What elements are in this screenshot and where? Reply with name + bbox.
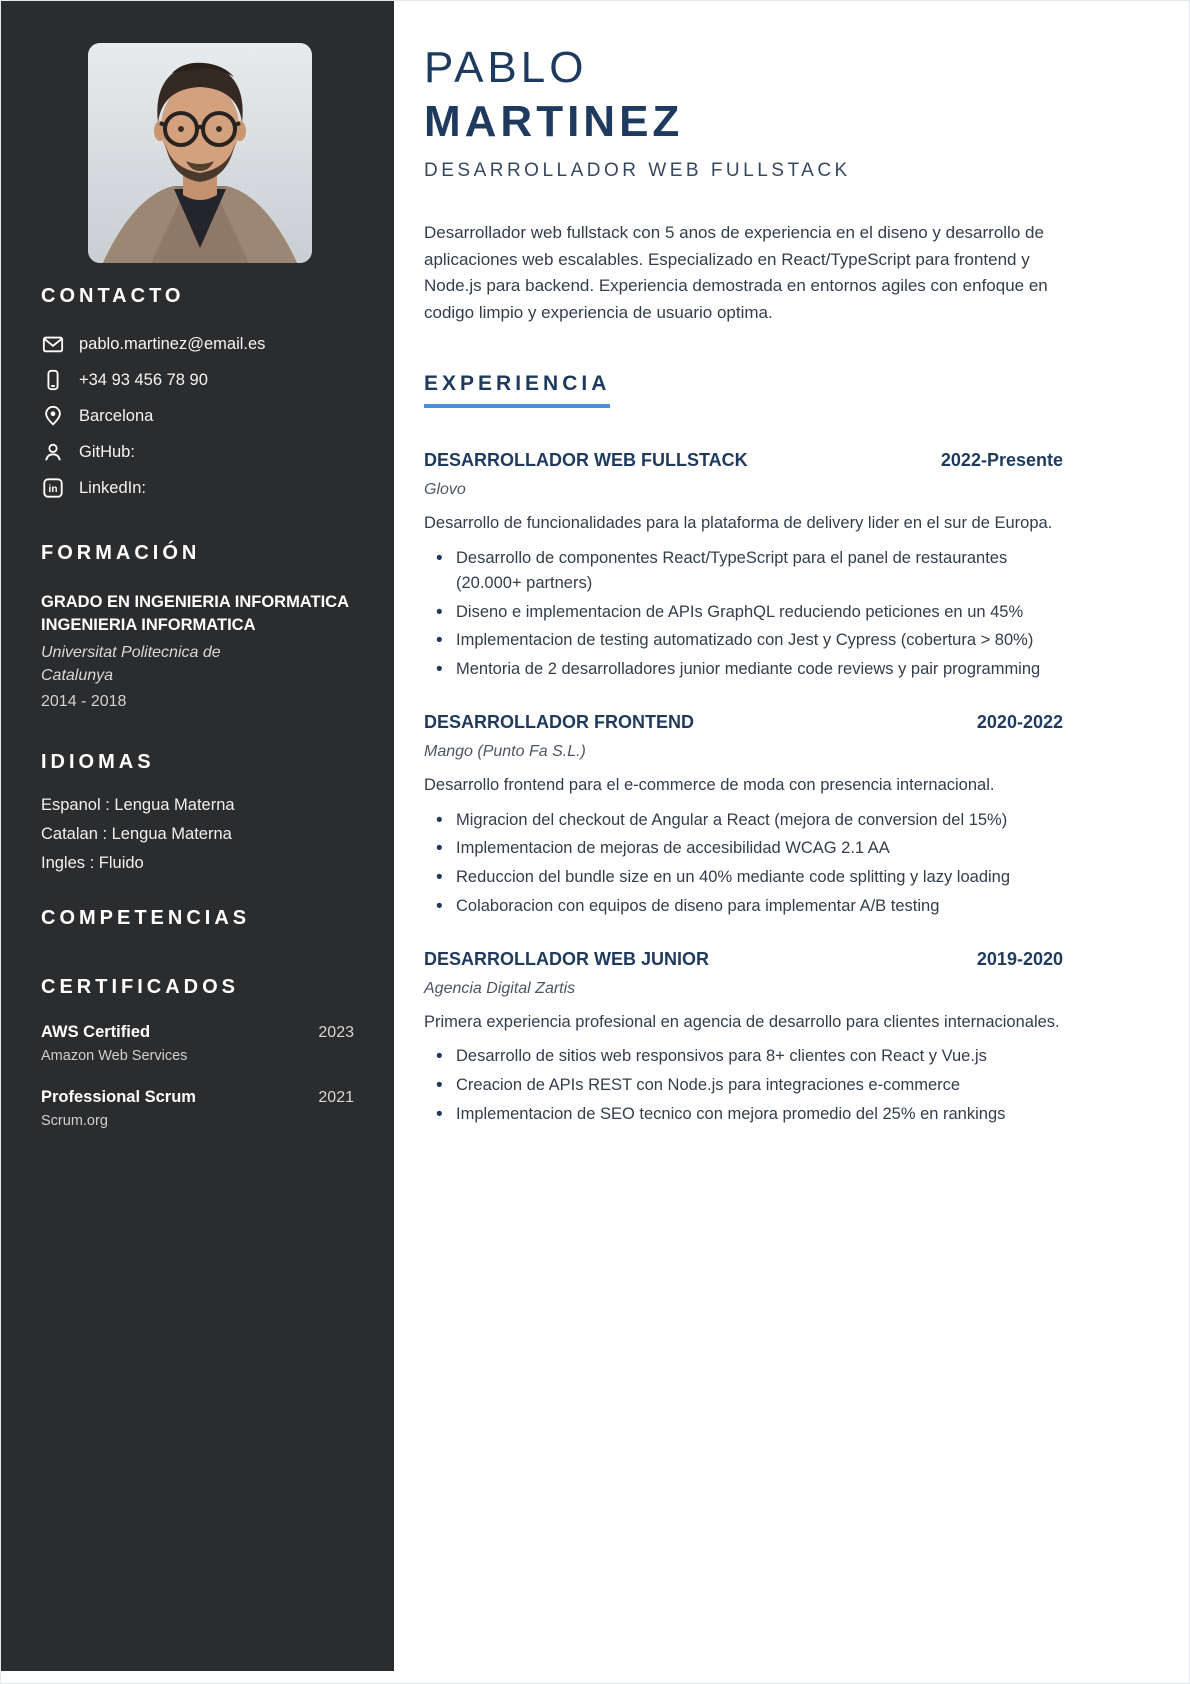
github-icon bbox=[41, 440, 65, 464]
job-bullet: • Colaboracion con equipos de diseno para implementar A/B testing bbox=[424, 894, 1063, 919]
certificates-section bbox=[41, 976, 354, 1129]
job-bullet: • Diseno e implementacion de APIs GraphQL reduciendo peticiones en un 45% bbox=[424, 600, 1063, 625]
location-icon bbox=[41, 404, 65, 428]
contact-heading: CONTACTO bbox=[41, 285, 185, 307]
contact-item-location bbox=[41, 404, 354, 428]
job-entry-title: DESARROLLADOR WEB JUNIOR bbox=[424, 948, 710, 969]
education-dates: 2014 - 2018 bbox=[41, 692, 127, 710]
contact-item-linkedin bbox=[41, 476, 354, 500]
job-bullet: • Implementacion de SEO tecnico con mejora promedio del 25% en rankings bbox=[424, 1102, 1063, 1127]
job-entry-company: Mango (Punto Fa S.L.) bbox=[424, 742, 586, 760]
svg-text:in: in bbox=[48, 484, 58, 496]
certificate-name: Professional Scrum bbox=[41, 1087, 196, 1106]
school-name: Universitat Politecnica de Catalunya bbox=[41, 643, 221, 684]
contact-item-phone bbox=[41, 368, 354, 392]
linkedin-icon bbox=[41, 476, 65, 500]
summary-text: Desarrollador web fullstack con 5 anos de experiencia en el diseno y desarrollo de aplicaciones web escalables. Especializado en React/TypeScript para frontend y Node.js para backend. Experiencia demostrada en entornos agiles con enfoque en codigo limpio y experiencia de usuario optima. bbox=[424, 223, 1048, 322]
first-name: PABLO bbox=[424, 43, 588, 92]
certificates-heading: CERTIFICADOS bbox=[41, 975, 239, 998]
job-bullet: • Mentoria de 2 desarrolladores junior mediante code reviews y pair programming bbox=[424, 657, 1063, 682]
language-item: Ingles : Fluido bbox=[41, 853, 144, 872]
skills-heading: COMPETENCIAS bbox=[41, 906, 251, 929]
certificate-issuer: Scrum.org bbox=[41, 1112, 108, 1129]
job-bullet: • Reduccion del bundle size en un 40% mediante code splitting y lazy loading bbox=[424, 865, 1063, 890]
job-entry-description: Desarrollo de funcionalidades para la plataforma de delivery lider en el sur de Europa. bbox=[424, 514, 1053, 533]
contact-item-github bbox=[41, 440, 354, 464]
contact-location-text: Barcelona bbox=[79, 406, 154, 425]
job-entry-company: Agencia Digital Zartis bbox=[424, 979, 576, 997]
job-bullet: • Implementacion de mejoras de accesibilidad WCAG 2.1 AA bbox=[424, 836, 1063, 861]
mail-icon bbox=[41, 332, 65, 356]
last-name: MARTINEZ bbox=[424, 96, 684, 146]
job-entry bbox=[424, 949, 1063, 1127]
job-bullet-list bbox=[424, 1044, 1063, 1126]
job-bullet-list bbox=[424, 808, 1063, 919]
education-section bbox=[41, 542, 354, 711]
page-job-title: DESARROLLADOR WEB FULLSTACK bbox=[424, 160, 851, 182]
contact-section bbox=[41, 285, 354, 500]
certificate-year: 2023 bbox=[318, 1023, 354, 1041]
job-entry-dates: 2019-2020 bbox=[976, 948, 1063, 969]
main-content bbox=[394, 1, 1189, 1171]
job-entry-description: Desarrollo frontend para el e-commerce de moda con presencia internacional. bbox=[424, 775, 995, 794]
languages-section bbox=[41, 751, 354, 873]
job-entry-title: DESARROLLADOR WEB FULLSTACK bbox=[424, 450, 748, 471]
job-entry-title: DESARROLLADOR FRONTEND bbox=[424, 711, 694, 732]
job-bullet: • Migracion del checkout de Angular a React (mejora de conversion del 15%) bbox=[424, 808, 1063, 833]
job-entry-dates: 2020-2022 bbox=[976, 711, 1063, 732]
phone-icon bbox=[41, 368, 65, 392]
certificate-item bbox=[41, 1023, 354, 1064]
certificate-issuer: Amazon Web Services bbox=[41, 1047, 188, 1064]
degree-title: GRADO EN INGENIERIA INFORMATICA INGENIERIA INFORMATICA bbox=[41, 593, 349, 634]
job-bullet: • Desarrollo de componentes React/TypeScript para el panel de restaurantes (20.000+ partners) bbox=[424, 546, 1063, 596]
job-bullet: • Implementacion de testing automatizado con Jest y Cypress (cobertura > 80%) bbox=[424, 628, 1063, 653]
job-entry bbox=[424, 450, 1063, 682]
contact-email-text: pablo.martinez@email.es bbox=[79, 334, 266, 353]
profile-photo bbox=[88, 43, 312, 263]
job-entry-dates: 2022-Presente bbox=[940, 450, 1063, 471]
profile-photo-illustration bbox=[88, 43, 312, 263]
languages-heading: IDIOMAS bbox=[41, 750, 155, 773]
contact-github-text: GitHub: bbox=[79, 442, 135, 461]
certificate-name: AWS Certified bbox=[41, 1022, 151, 1041]
contact-linkedin-text: LinkedIn: bbox=[79, 478, 146, 497]
job-bullet-list bbox=[424, 546, 1063, 682]
job-bullet: • Creacion de APIs REST con Node.js para integraciones e-commerce bbox=[424, 1073, 1063, 1098]
certificate-item bbox=[41, 1088, 354, 1129]
education-heading: FORMACIÓN bbox=[41, 542, 201, 564]
job-entry-description: Primera experiencia profesional en agencia de desarrollo para clientes internacionales. bbox=[424, 1012, 1060, 1031]
contact-phone-text: +34 93 456 78 90 bbox=[79, 370, 208, 389]
job-bullet: • Desarrollo de sitios web responsivos para 8+ clientes con React y Vue.js bbox=[424, 1044, 1063, 1069]
experience-heading: EXPERIENCIA bbox=[424, 372, 610, 408]
sidebar bbox=[1, 1, 394, 1671]
job-entry-company: Glovo bbox=[424, 481, 466, 499]
language-item: Catalan : Lengua Materna bbox=[41, 824, 232, 843]
experience-section bbox=[424, 372, 1063, 1126]
contact-item-email bbox=[41, 332, 354, 356]
certificate-year: 2021 bbox=[318, 1088, 354, 1106]
job-entry bbox=[424, 712, 1063, 919]
language-item: Espanol : Lengua Materna bbox=[41, 795, 235, 814]
skills-section bbox=[41, 907, 354, 930]
